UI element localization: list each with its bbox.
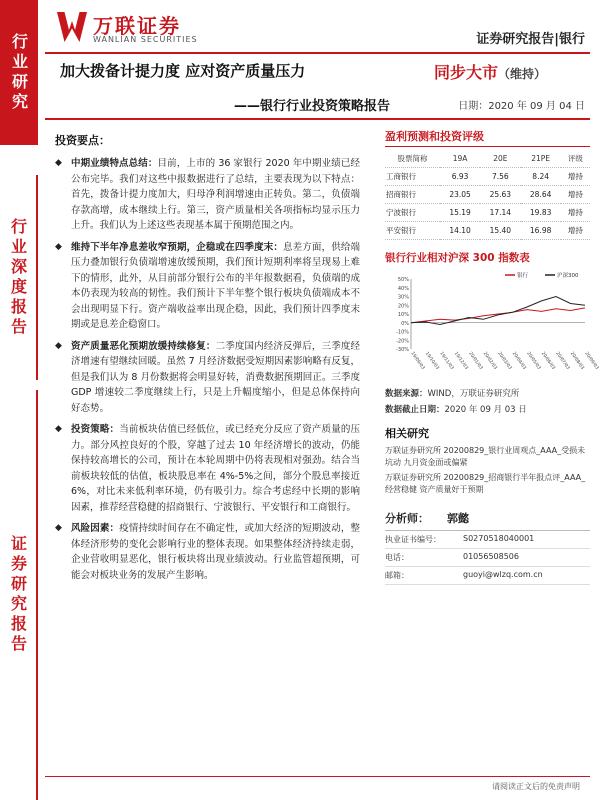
chart-heading: 银行行业相对沪深 300 指数表 bbox=[385, 252, 530, 264]
relative-performance-chart bbox=[385, 269, 600, 379]
table-cell: 工商银行 bbox=[385, 168, 440, 186]
band-industry-depth bbox=[0, 175, 38, 380]
info-key: 电话： bbox=[385, 553, 409, 562]
x-tick-label: 19/11/03 bbox=[438, 351, 455, 371]
rating-note: （维持） bbox=[498, 67, 547, 81]
column-header: 19A bbox=[440, 150, 480, 168]
table-row bbox=[385, 222, 590, 240]
table-cell: 15.40 bbox=[480, 222, 520, 240]
report-date: 日期：2020 年 09 月 04 日 bbox=[458, 101, 585, 112]
analyst-name: 郭懿 bbox=[447, 512, 469, 525]
table-cell: 23.05 bbox=[440, 186, 480, 204]
point-body: 当前板块估值已经低位，或已经充分反应了资产质量的压力。部分风控良好的个股，穿越了过去 10 年经济增长的波动，仍能保持较高增长的公司，预计在本轮周期中仍将表现相对强劲。结合当前板块较低的估值，板块股息率在 4%-5%之间，部分个股息率接近 6%，对比未来低利率环境，仍有吸引力。综合考虑经中长期的影响因素，推荐经营稳健的招商银行、宁波银行、平安银行和工商银行。 bbox=[71, 424, 360, 513]
related-item[interactable]: 万联证券研究所 20200829_招商银行半年报点评_AAA_经营稳健 资产质量好于预期 bbox=[385, 473, 586, 494]
column-header: 股票简称 bbox=[385, 150, 440, 168]
cutoff-value: 2020 年 09 月 03 日 bbox=[444, 405, 527, 415]
section-heading: 投资要点： bbox=[55, 134, 110, 147]
related-research bbox=[385, 425, 590, 496]
cutoff-label: 数据截止日期： bbox=[385, 405, 445, 415]
x-tick-label: 20/04/03 bbox=[510, 351, 527, 371]
page-subtitle: ——银行行业投资策略报告 bbox=[233, 99, 390, 114]
x-tick-label: 20/06/03 bbox=[539, 351, 556, 371]
table-cell: 招商银行 bbox=[385, 186, 440, 204]
table-cell: 平安银行 bbox=[385, 222, 440, 240]
band-label: 行业深度报告 bbox=[8, 217, 28, 338]
table-row bbox=[385, 186, 590, 204]
data-source bbox=[385, 387, 590, 399]
wanlian-logo-icon bbox=[57, 12, 87, 42]
data-cutoff bbox=[385, 403, 590, 415]
table-cell: 增持 bbox=[561, 204, 590, 222]
investment-highlights bbox=[55, 128, 360, 589]
x-tick-label: 20/09/03 bbox=[583, 351, 600, 371]
y-tick-label: -20% bbox=[396, 338, 409, 345]
logo-subtext: WANLIAN SECURITIES bbox=[93, 35, 198, 44]
table-row bbox=[385, 204, 590, 222]
table-cell: 6.93 bbox=[440, 168, 480, 186]
band-industry-research bbox=[0, 0, 38, 145]
highlight-point bbox=[55, 156, 360, 234]
x-tick-label: 19/12/03 bbox=[452, 351, 469, 371]
y-tick-label: 20% bbox=[397, 303, 409, 310]
table-header-row bbox=[385, 150, 590, 168]
source-label: 数据来源： bbox=[385, 389, 428, 399]
y-tick-label: 50% bbox=[397, 277, 409, 283]
analyst-info bbox=[385, 510, 590, 585]
x-tick-label: 20/08/03 bbox=[568, 351, 585, 371]
table-cell: 增持 bbox=[561, 168, 590, 186]
table-cell: 增持 bbox=[561, 186, 590, 204]
series-line-hs300 bbox=[411, 297, 585, 325]
highlight-point bbox=[55, 521, 360, 583]
table-cell: 16.98 bbox=[521, 222, 561, 240]
related-heading: 相关研究 bbox=[385, 427, 429, 440]
x-tick-label: 20/03/03 bbox=[496, 351, 513, 371]
table-row bbox=[385, 168, 590, 186]
title-area bbox=[60, 60, 390, 114]
rating-value: 同步大市 bbox=[433, 63, 498, 82]
point-title: 资产质量恶化预期放缓持续修复： bbox=[71, 340, 216, 352]
table-cell: 25.63 bbox=[480, 186, 520, 204]
y-tick-label: 0% bbox=[401, 320, 409, 327]
page-title: 加大拨备计提力度 应对资产质量压力 bbox=[60, 62, 306, 80]
info-value: S0270518040001 bbox=[463, 534, 535, 543]
x-tick-label: 19/09/03 bbox=[409, 351, 426, 371]
info-row bbox=[385, 549, 590, 567]
table-cell: 14.10 bbox=[440, 222, 480, 240]
point-body: 二季度国内经济反弹后，三季度经济增速有望继续回暖。虽然 7 月经济数据受短期因素影响略有反复，但是我们认为 8 月份数据将会明显好转，消费数据预期回正。三季度 GDP 增速较二季度继续上行，只是上升幅度缩小，但是总体保持向好态势。 bbox=[71, 340, 360, 414]
page-header bbox=[45, 8, 590, 48]
band-label: 行业研究 bbox=[9, 32, 29, 113]
table-cell: 8.24 bbox=[521, 168, 561, 186]
info-key: 执业证书编号： bbox=[385, 535, 441, 544]
left-band bbox=[0, 0, 38, 800]
sidebar-panel bbox=[385, 128, 600, 585]
legend-label: 沪深300 bbox=[557, 273, 579, 279]
x-tick-label: 20/02/03 bbox=[481, 351, 498, 371]
table-cell: 15.19 bbox=[440, 204, 480, 222]
point-body: 息差方面，供给端压力叠加银行负债端增速放缓预期，我们预计短期利率将呈现易上难下的情形，此外，从目前部分银行公布的半年报数据看，负债端的成本仍表现为较高的韧性。我们预计下半年整个银行板块负债端成本不会出现明显下行。资产端收益率出现企稳，因此，我们预计四季度末期或是息差企稳窗口。 bbox=[71, 241, 360, 330]
logo-text: 万联证券 bbox=[93, 14, 181, 38]
info-value[interactable]: guoyi@wlzq.com.cn bbox=[463, 570, 543, 579]
point-title: 维持下半年净息差收窄预期，企稳或在四季度末： bbox=[71, 241, 284, 253]
legend-label: 银行 bbox=[517, 273, 529, 279]
highlight-point bbox=[55, 240, 360, 333]
info-row bbox=[385, 567, 590, 585]
rating-area bbox=[395, 60, 585, 112]
column-header: 20E bbox=[480, 150, 520, 168]
info-value: 01056508506 bbox=[463, 552, 519, 561]
source-value: WIND，万联证券研究所 bbox=[427, 389, 520, 399]
title-divider bbox=[45, 118, 590, 120]
column-header: 评级 bbox=[561, 150, 590, 168]
forecast-table bbox=[385, 150, 590, 240]
related-item[interactable]: 万联证券研究所 20200829_银行业周观点_AAA_受损未坑动 九月资金面或偏紧 bbox=[385, 446, 586, 467]
footer-divider bbox=[45, 776, 590, 777]
y-tick-label: 10% bbox=[397, 312, 409, 318]
column-header: 21PE bbox=[521, 150, 561, 168]
point-body: 目前，上市的 36 家银行 2020 年中期业绩已经公布完毕。我们对这些中报数据进行了总结，主要表现为以下特点：首先，拨备计提力度加大，归母净利润增速由正转负。第二，负债端存款高增，成本继续上行。第三，资产质量相关各项指标均显示压力上升。我们认为上述这些表现基本属于预期范围之内。 bbox=[71, 158, 360, 231]
x-tick-label: 19/10/03 bbox=[423, 351, 440, 371]
forecast-heading: 盈利预测和投资评级 bbox=[385, 128, 590, 147]
highlight-point bbox=[55, 339, 360, 417]
band-securities-report bbox=[0, 390, 38, 800]
table-cell: 7.56 bbox=[480, 168, 520, 186]
point-title: 风险因素： bbox=[71, 523, 120, 534]
header-divider bbox=[45, 52, 590, 54]
table-cell: 19.83 bbox=[521, 204, 561, 222]
info-row bbox=[385, 531, 590, 549]
table-cell: 17.14 bbox=[480, 204, 520, 222]
y-tick-label: 40% bbox=[397, 285, 409, 292]
table-cell: 宁波银行 bbox=[385, 204, 440, 222]
band-label: 证券研究报告 bbox=[8, 535, 28, 655]
table-cell: 28.64 bbox=[521, 186, 561, 204]
x-tick-label: 20/07/03 bbox=[554, 351, 571, 371]
x-tick-label: 20/01/03 bbox=[467, 351, 484, 371]
y-tick-label: -10% bbox=[396, 329, 409, 336]
table-cell: 增持 bbox=[561, 222, 590, 240]
point-body: 疫情持续时间存在不确定性，或加大经济的短期波动，整体经济形势的变化会影响行业的整体表现。如果整体经济持续走弱，企业营收明显恶化，银行板块将出现业绩波动。行业监管超预期，可能会对板块业务的发展产生影响。 bbox=[71, 523, 360, 581]
analyst-label: 分析师： bbox=[385, 512, 429, 525]
disclaimer-note: 请阅读正文后的免责声明 bbox=[492, 782, 580, 791]
report-type: 证券研究报告|银行 bbox=[476, 32, 585, 47]
highlight-point bbox=[55, 422, 360, 515]
x-tick-label: 20/05/03 bbox=[525, 351, 542, 371]
analyst-row bbox=[385, 510, 590, 531]
info-key: 邮箱： bbox=[385, 571, 409, 580]
y-tick-label: -30% bbox=[396, 347, 409, 353]
y-tick-label: 30% bbox=[397, 294, 409, 301]
point-title: 中期业绩特点总结： bbox=[71, 158, 158, 169]
point-title: 投资策略： bbox=[71, 424, 120, 435]
rating-badge bbox=[395, 60, 585, 83]
